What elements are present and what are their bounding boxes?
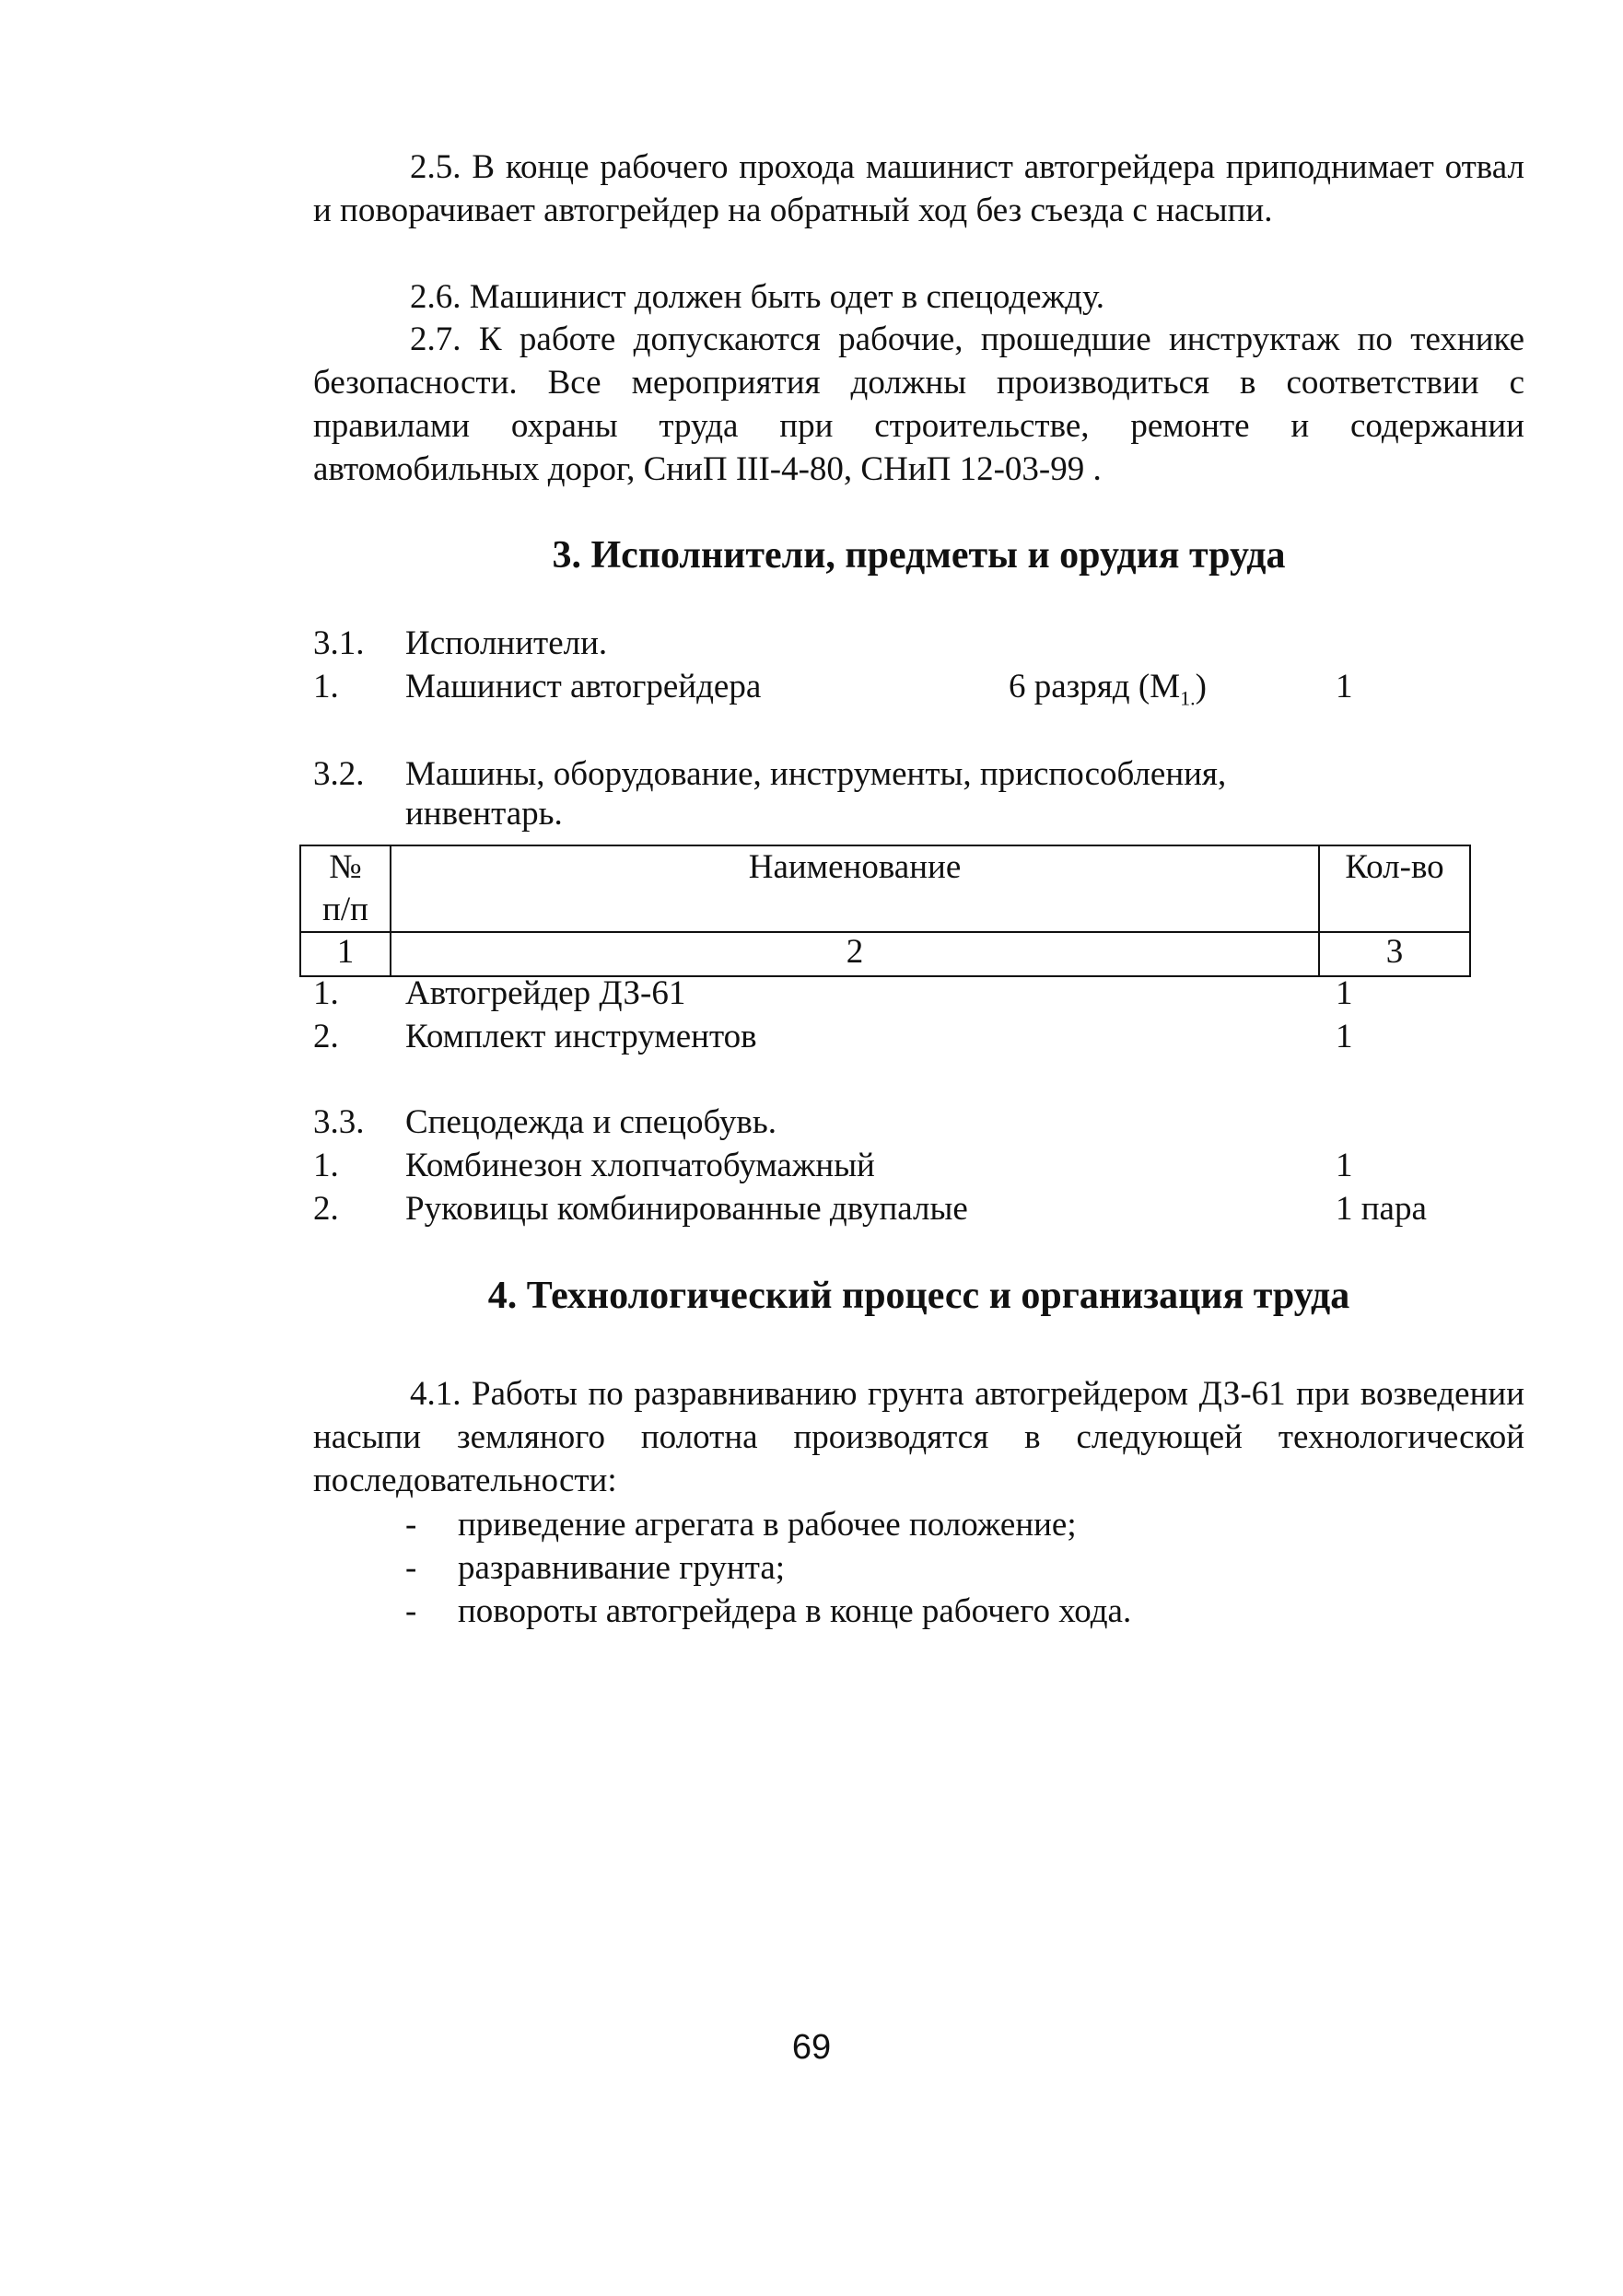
header-cell-count: Кол-во <box>1319 845 1470 932</box>
index-cell: 1 <box>300 932 391 976</box>
paragraph-4-1: 4.1. Работы по разравниванию грунта автогрейдером ДЗ-61 при возведении насыпи земляного полотна производятся в следующей технологической последовательности: <box>313 1375 1524 1499</box>
worker-rank: 6 разряд $(М_{1.})$ <box>1009 668 1207 710</box>
paragraph-2-6: 2.6. Машинист должен быть одет в спецодежду. <box>410 278 1105 316</box>
subsection-number: 3.2. <box>313 755 365 793</box>
worker-number: 1. <box>313 668 339 705</box>
header-cell-number: № п/п <box>300 845 391 932</box>
page-number: 69 <box>791 2028 832 2067</box>
subsection-number: 3.1. <box>313 624 365 662</box>
section-3-heading: 3. Исполнители, предметы и орудия труда <box>552 534 1286 577</box>
document-page: 2.5. В конце рабочего прохода машинист автогрейдера приподнимает отвал и поворачивает автогрейдер на обратный ход без съезда с насыпи. 2.6. Машинист должен быть одет в спецодежду. 2.7. К работе допускаются рабочие, прошедшие инструктаж по технике безопасности. Все мероприятия должны производиться в соответствии с правилами охраны труда при строительстве, ремонте и содержании автомобильных дорог, СниП III-4-80, СНиП 12-03-99 . 3. Исполнители, предметы и орудия труда 3.1. Исполнители. 1. Машинист автогрейдера 6 разряд $(М_{1.})$ 1 3.2. Машины, оборудование, инструменты, приспособления, инвентарь. № п/п Наименование Кол-во 1 2 3 1. Автогрейдер ДЗ-61 1 2. Комплект инструментов 1 3.3. Спецодежда и спецобувь. 1. Комбинезон хлопчатобумажный 1 2. Руковицы комбинированные двупалые 1 пара 4. Технологический процесс и организация труда 4.1. Работы по разравниванию грунта автогрейдером ДЗ-61 при возведении насыпи земляного полотна производятся в следующей технологической последовательности: - приведение агрегата в рабочее положение; - разравнивание грунта; - повороты автогрейдера в конце рабочего хода. 69 <box>0 0 1623 2296</box>
subsection-title: Спецодежда и спецобувь. <box>405 1103 776 1141</box>
worker-count: 1 <box>1336 668 1353 705</box>
table-header-row <box>300 845 1470 932</box>
paragraph-2-5: 2.5. В конце рабочего прохода машинист автогрейдера приподнимает отвал и поворачивает автогрейдер на обратный ход без съезда с насыпи. <box>313 148 1524 229</box>
table-index-row <box>300 932 1470 976</box>
equipment-table-header <box>299 845 1471 977</box>
paragraph-2-7: 2.7. К работе допускаются рабочие, прошедшие инструктаж по технике безопасности. Все мероприятия должны производиться в соответствии с правилами охраны труда при строительстве, ремонте и содержании автомобильных дорог, СниП III-4-80, СНиП 12-03-99 . <box>313 321 1524 488</box>
section-4-heading: 4. Технологический процесс и организация труда <box>487 1275 1350 1317</box>
worker-name: Машинист автогрейдера <box>405 668 762 705</box>
index-cell: 2 <box>391 932 1319 976</box>
subsection-title: Машины, оборудование, инструменты, приспособления, <box>405 755 1227 793</box>
header-cell-name: Наименование <box>391 845 1319 932</box>
index-cell: 3 <box>1319 932 1470 976</box>
subsection-title-cont: инвентарь. <box>405 795 563 833</box>
subsection-number: 3.3. <box>313 1103 365 1141</box>
subsection-title: Исполнители. <box>405 624 608 662</box>
